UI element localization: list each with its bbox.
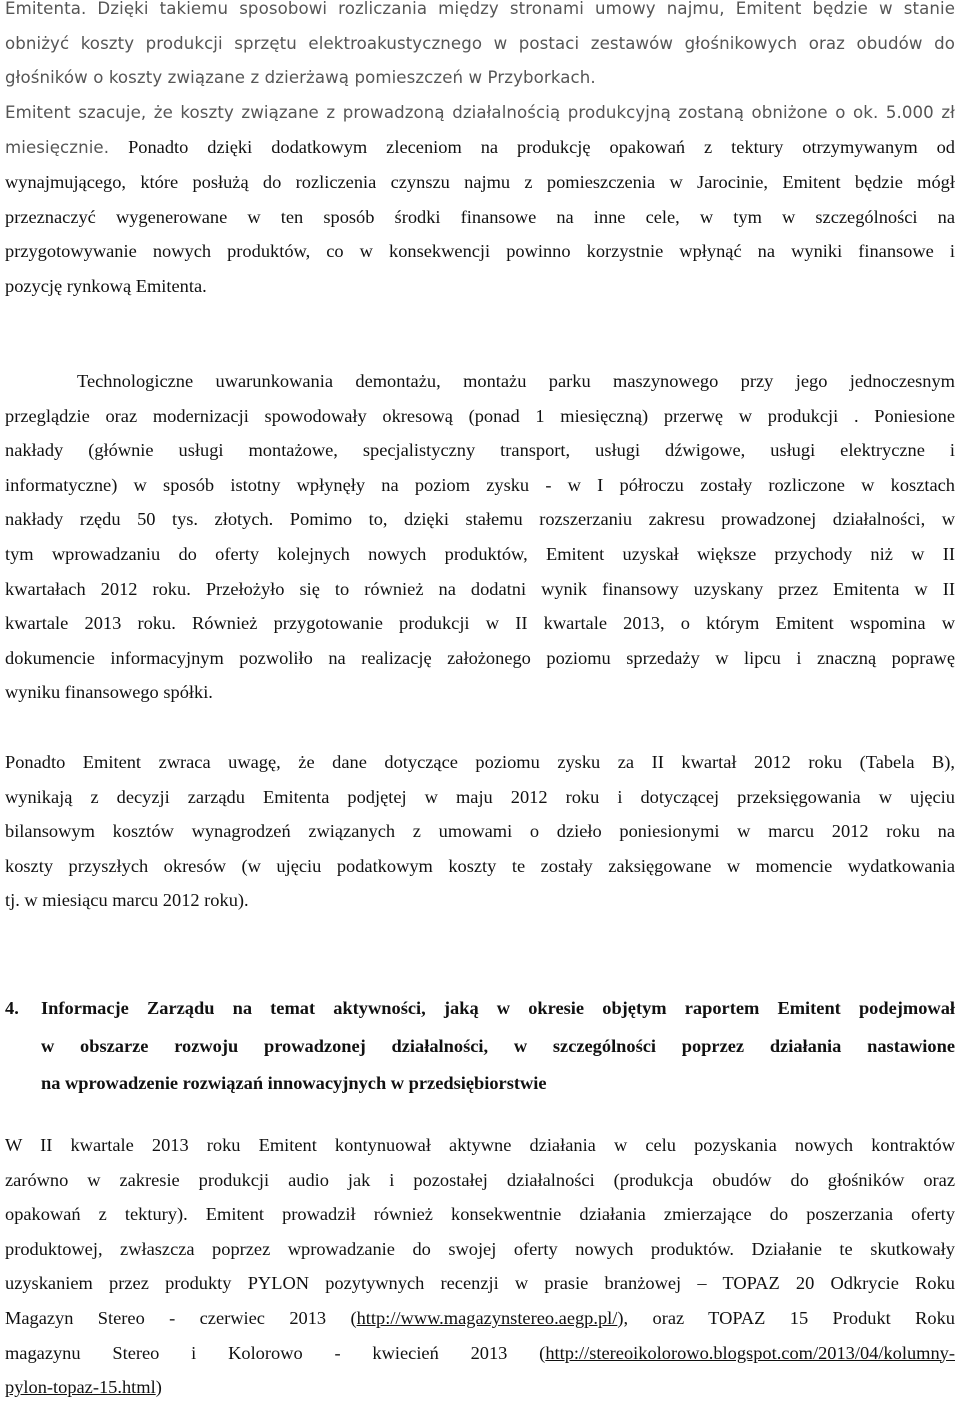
text-line xyxy=(5,1301,955,1336)
heading-line: na wprowadzenie rozwiązań innowacyjnych w przedsiębiorstwie xyxy=(41,1073,547,1094)
magazyn-stereo-link[interactable]: http://www.magazynstereo.aegp.pl/ xyxy=(356,1307,618,1328)
text-line: pozycję rynkową Emitenta. xyxy=(5,275,207,296)
text-line: kwartałach 2012 roku. Przełożyło się to również na dodatni wynik finansowy uzyskany przez Emitenta w II xyxy=(5,578,955,599)
text-line: bilansowym kosztów wynagrodzeń związanych z umowami o dzieło poniesionymi w marcu 2012 roku na xyxy=(5,821,955,842)
heading-line: w obszarze rozwoju prowadzonej działalności, w szczególności poprzez działania nastawione xyxy=(41,1035,955,1056)
text-line: Technologiczne uwarunkowania demontażu, montażu parku maszynowego przy jego jednoczesnym xyxy=(77,371,955,391)
paragraph-profit-note xyxy=(5,745,955,918)
text-line: W II kwartale 2013 roku Emitent kontynuował aktywne działania w celu pozyskania nowych kontraktów xyxy=(5,1135,955,1155)
text-fragment: ), oraz TOPAZ 15 Produkt Roku xyxy=(617,1307,955,1328)
paragraph-technology-conditions xyxy=(5,364,955,710)
text-line: dokumencie informacyjnym pozwoliło na realizację założonego poziomu sprzedaży w lipcu i znaczną poprawę xyxy=(5,647,955,668)
paragraph-q2-activities xyxy=(5,1128,955,1405)
text-line: nakłady (głównie usługi montażowe, specjalistyczny transport, usługi dźwigowe, usługi elektryczne i xyxy=(5,440,955,461)
text-line xyxy=(5,1336,955,1371)
stereo-i-kolorowo-link-continued[interactable]: pylon-topaz-15.html xyxy=(5,1377,156,1398)
section-heading xyxy=(5,990,955,1103)
text-line-prefix: Emitenta. xyxy=(5,0,87,18)
text-fragment: magazynu Stereo i Kolorowo - kwiecień 2013 ( xyxy=(5,1342,546,1363)
text-line: tj. w miesiącu marcu 2012 roku). xyxy=(5,890,249,911)
text-line: uzyskaniem przez produkty PYLON pozytywnych recenzji w prasie branżowej – TOPAZ 20 Odkrycie Roku xyxy=(5,1273,955,1294)
text-line-body: Ponadto dzięki dodatkowym zleceniom na produkcję opakowań z tektury otrzymywanym od xyxy=(128,137,955,158)
heading-text: Informacje Zarządu na temat aktywności, jaką w okresie objętym raportem Emitent podejmował xyxy=(41,998,955,1018)
text-line: Emitent szacuje, że koszty związane z prowadzoną działalnością produkcyjną zostaną obniżone o ok. 5.000 zł xyxy=(5,102,955,122)
paragraph-lease-savings xyxy=(5,0,955,303)
heading-line xyxy=(5,990,955,1028)
text-line: głośników o koszty związane z dzierżawą pomieszczeń w Przyborkach. xyxy=(5,68,596,88)
text-line: wyniku finansowego spółki. xyxy=(5,682,213,703)
text-line: przygotowywanie nowych produktów, co w konsekwencji powinno korzystnie wpłynąć na wyniki finansowe i xyxy=(5,241,955,262)
text-line: informatyczne) w sposób istotny wpłynęły na poziom zysku - w I półroczu zostały rozliczone w kosztach xyxy=(5,474,955,495)
text-line: przeznaczyć wygenerowane w ten sposób środki finansowe na inne cele, w tym w szczególności na xyxy=(5,206,955,227)
text-fragment: Magazyn Stereo - czerwiec 2013 ( xyxy=(5,1307,357,1328)
text-line: tym wprowadzaniu do oferty kolejnych nowych produktów, Emitent uzyskał większe przychody niż w II xyxy=(5,543,955,564)
text-line: wynajmującego, które posłużą do rozliczenia czynszu najmu z pomieszczenia w Jarocinie, Emitent będzie mógł xyxy=(5,171,955,192)
text-line xyxy=(5,0,955,27)
text-line xyxy=(5,1370,955,1405)
section-number: 4. xyxy=(5,998,19,1018)
text-line: przeglądzie oraz modernizacji spowodowały okresową (ponad 1 miesięczną) przerwę w produkcji . Poniesione xyxy=(5,405,955,426)
text-line: opakowań z tektury). Emitent prowadził również konsekwentnie działania zmierzające do poszerzania oferty xyxy=(5,1204,955,1225)
text-line: nakłady rzędu 50 tys. złotych. Pomimo to, dzięki stałemu rozszerzaniu zakresu prowadzonej działalności, w xyxy=(5,509,955,530)
text-line: obniżyć koszty produkcji sprzętu elektroakustycznego w postaci zestawów głośnikowych oraz obudów do xyxy=(5,33,955,53)
text-line-body: Dzięki takiemu sposobowi rozliczania między stronami umowy najmu, Emitent będzie w stanie xyxy=(97,0,955,18)
text-line: wynikają z decyzji zarządu Emitenta podjętej w maju 2012 roku i dotyczącej przeksięgowania w ujęciu xyxy=(5,786,955,807)
text-line: kwartale 2013 roku. Również przygotowanie produkcji w II kwartale 2013, o którym Emitent wspomina w xyxy=(5,613,955,634)
stereo-i-kolorowo-link[interactable]: http://stereoikolorowo.blogspot.com/2013/04/kolumny- xyxy=(545,1342,955,1363)
text-line: Ponadto Emitent zwraca uwagę, że dane dotyczące poziomu zysku za II kwartał 2012 roku (Tabela B), xyxy=(5,752,955,772)
text-line: zarówno w zakresie produkcji audio jak i pozostałej działalności (produkcja obudów do głośników oraz xyxy=(5,1169,955,1190)
text-line-prefix: miesięcznie. xyxy=(5,138,110,158)
text-line xyxy=(5,130,955,165)
text-line: produktowej, zwłaszcza poprzez wprowadzanie do swojej oferty nowych produktów. Działanie te skutkowały xyxy=(5,1238,955,1259)
text-line: koszty przyszłych okresów (w ujęciu podatkowym koszty te zostały zaksięgowane w momencie wydatkowania xyxy=(5,855,955,876)
text-fragment: ) xyxy=(155,1377,162,1398)
